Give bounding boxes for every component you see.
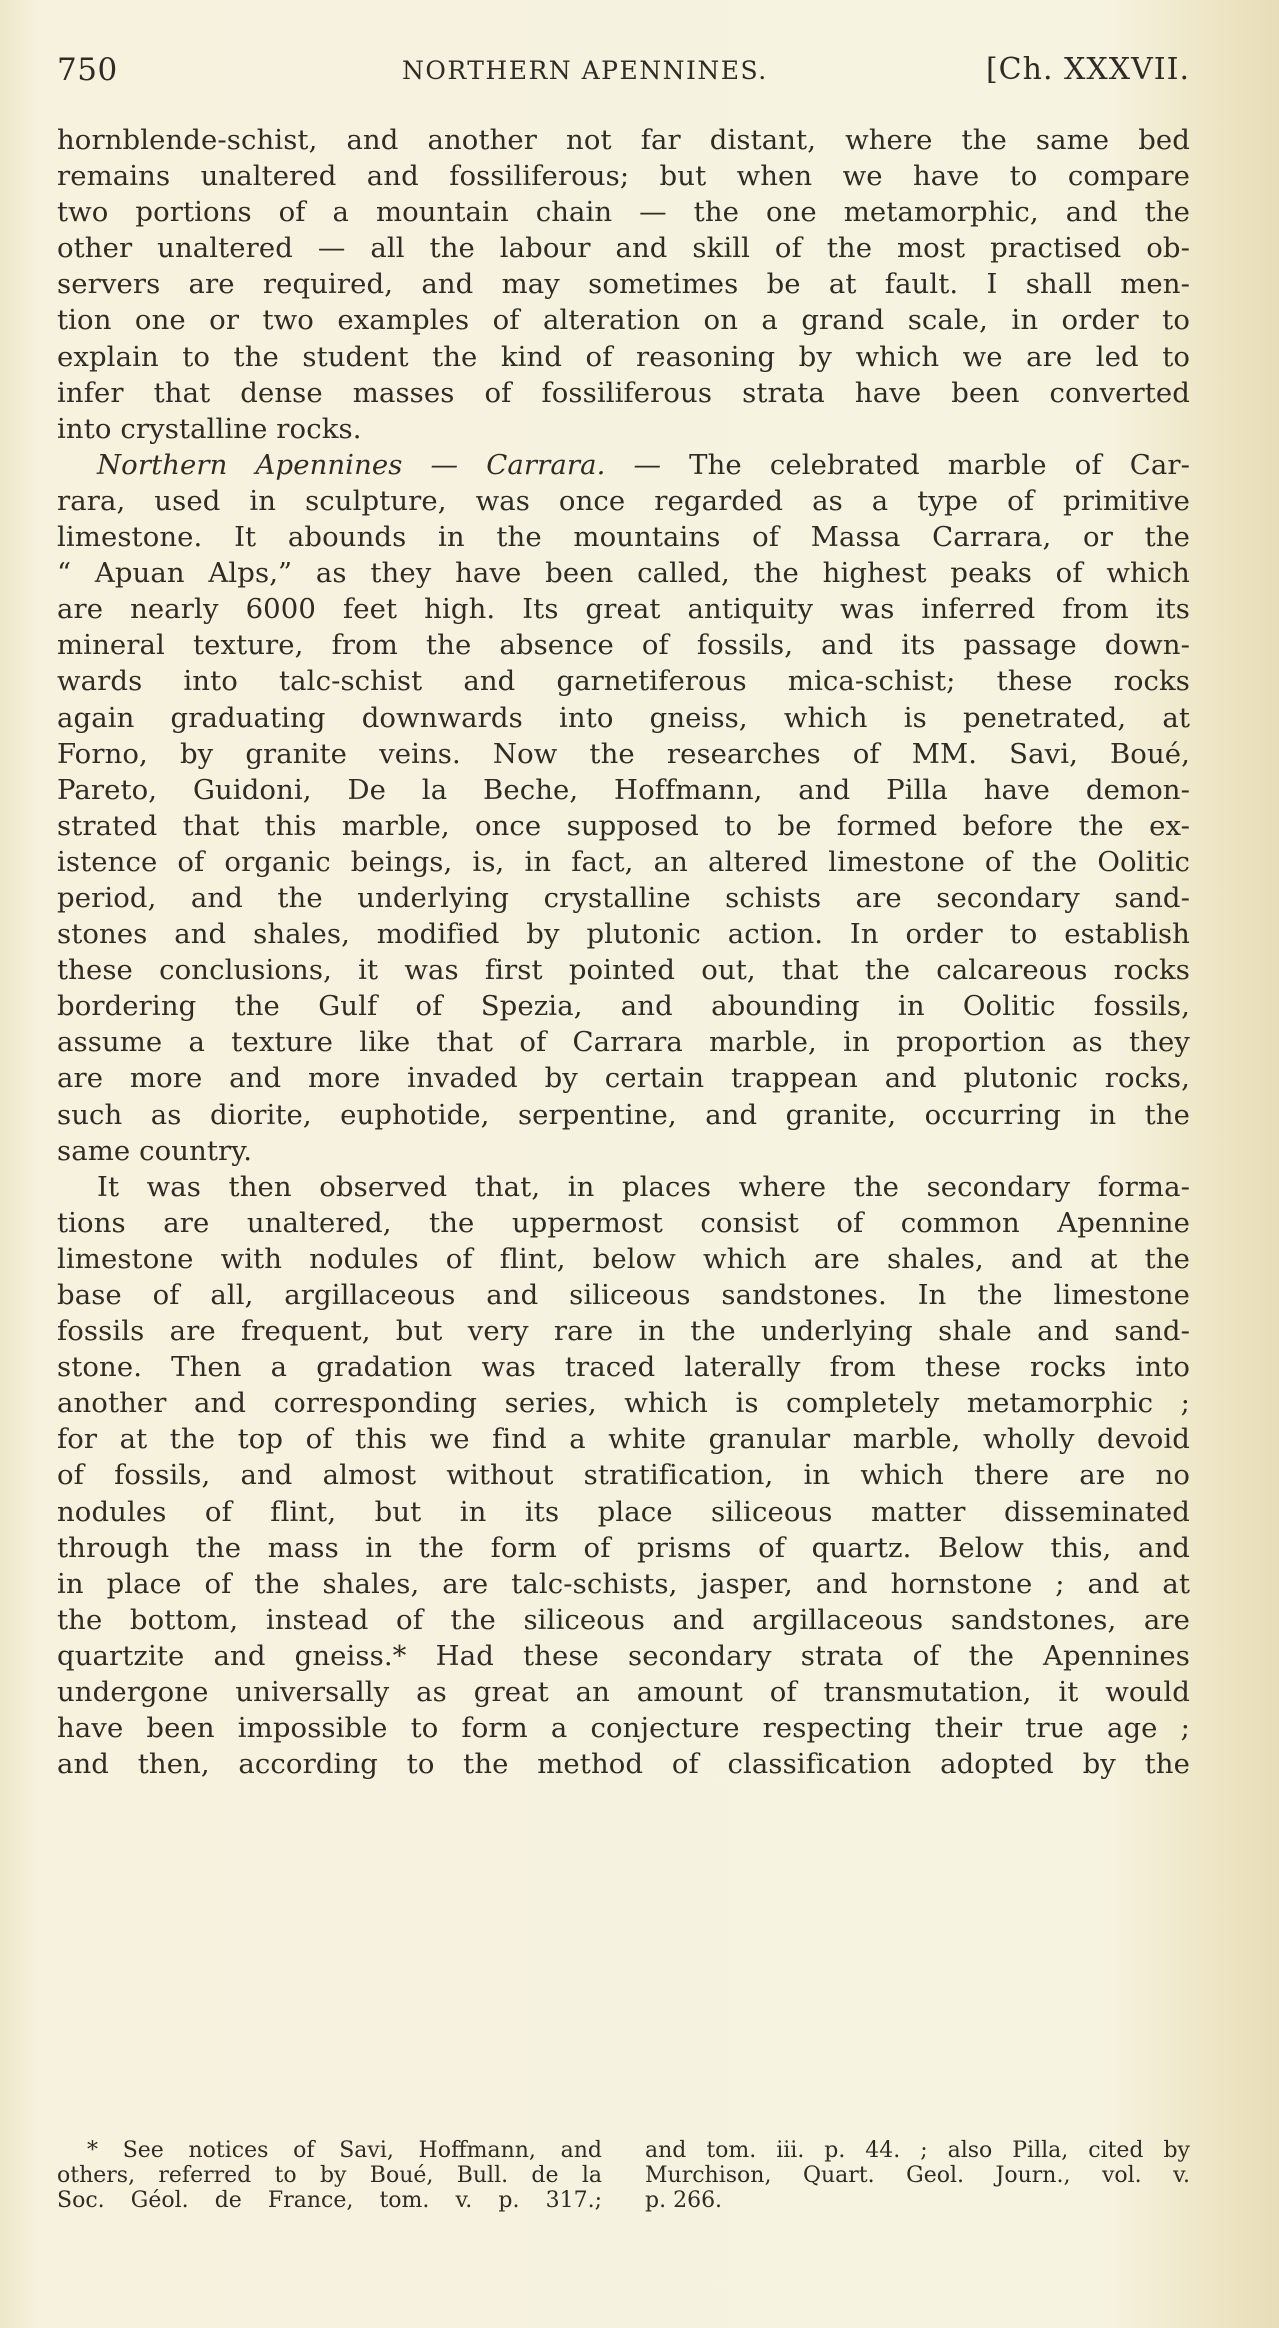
footnote-line: and tom. iii. p. 44. ; also Pilla, cited by — [645, 2138, 1190, 2163]
text-line: undergone universally as great an amount of transmutation, it would — [57, 1676, 1190, 1709]
text-line: bordering the Gulf of Spezia, and abounding in Oolitic fossils, — [57, 990, 1190, 1023]
text-line: another and corresponding series, which is completely metamorphic ; — [57, 1387, 1190, 1420]
text-line: limestone. It abounds in the mountains of Massa Carrara, or the — [57, 521, 1190, 554]
book-page — [57, 52, 1190, 1782]
footnote-line: others, referred to by Boué, Bull. de la — [57, 2163, 602, 2188]
text-line: are more and more invaded by certain trappean and plutonic rocks, — [57, 1062, 1190, 1095]
text-line: strated that this marble, once supposed to be formed before the ex- — [57, 809, 1190, 842]
text-line: quartzite and gneiss.* Had these secondary strata of the Apennines — [57, 1639, 1190, 1672]
footnote-column-left — [57, 2138, 602, 2213]
text-line: in place of the shales, are talc-schists, jasper, and hornstone ; and at — [57, 1567, 1190, 1600]
text-line: stones and shales, modified by plutonic action. In order to establish — [57, 918, 1190, 951]
text-line: the bottom, instead of the siliceous and argillaceous sandstones, are — [57, 1603, 1190, 1636]
section-first-line — [57, 447, 1190, 483]
text-line: nodules of flint, but in its place siliceous matter disseminated — [57, 1495, 1190, 1528]
text-line: two portions of a mountain chain — the one metamorphic, and the — [57, 196, 1190, 229]
text-line: have been impossible to form a conjecture respecting their true age ; — [57, 1712, 1190, 1745]
text-line: for at the top of this we find a white granular marble, wholly devoid — [57, 1423, 1190, 1456]
text-line: stone. Then a gradation was traced laterally from these rocks into — [57, 1351, 1190, 1384]
text-fragment: The celebrated marble of Car- — [689, 448, 1190, 481]
text-line: same country. — [57, 1134, 253, 1167]
text-line: It was then observed that, in places where the secondary forma- — [97, 1170, 1190, 1203]
text-line: mineral texture, from the absence of fossils, and its passage down- — [57, 629, 1190, 662]
text-line: period, and the underlying crystalline schists are secondary sand- — [57, 881, 1190, 914]
text-line: and then, according to the method of classification adopted by the — [57, 1748, 1190, 1781]
page-number: 750 — [57, 52, 118, 88]
text-line: these conclusions, it was first pointed out, that the calcareous rocks — [57, 954, 1190, 987]
text-line: tions are unaltered, the uppermost consist of common Apennine — [57, 1206, 1190, 1239]
text-line: assume a texture like that of Carrara marble, in proportion as they — [57, 1026, 1190, 1059]
text-line: such as diorite, euphotide, serpentine, and granite, occurring in the — [57, 1098, 1190, 1131]
section-heading: Northern Apennines — Carrara. — — [97, 448, 662, 481]
text-line: istence of organic beings, is, in fact, an altered limestone of the Oolitic — [57, 845, 1190, 878]
text-line: remains unaltered and fossiliferous; but when we have to compare — [57, 160, 1190, 193]
running-title: NORTHERN APENNINES. — [402, 56, 768, 85]
body-text — [57, 122, 1190, 1782]
text-line: wards into talc-schist and garnetiferous mica-schist; these rocks — [57, 665, 1190, 698]
footnote-line: Murchison, Quart. Geol. Journ., vol. v. — [645, 2163, 1190, 2188]
footnotes — [57, 2138, 1190, 2213]
text-line: tion one or two examples of alteration on a grand scale, in order to — [57, 304, 1190, 337]
text-line: rara, used in sculpture, was once regarded as a type of primitive — [57, 484, 1190, 517]
text-line: other unaltered — all the labour and skill of the most practised ob- — [57, 232, 1190, 265]
text-line: “ Apuan Alps,” as they have been called, the highest peaks of which — [57, 557, 1190, 590]
chapter-label: [Ch. XXXVII. — [985, 52, 1190, 87]
footnote-line: Soc. Géol. de France, tom. v. p. 317.; — [57, 2188, 602, 2213]
footnote-line: p. 266. — [645, 2188, 723, 2213]
text-line: servers are required, and may sometimes be at fault. I shall men- — [57, 268, 1190, 301]
footnote-column-right — [645, 2138, 1190, 2213]
text-line: limestone with nodules of flint, below which are shales, and at the — [57, 1242, 1190, 1275]
text-line: Forno, by granite veins. Now the researches of MM. Savi, Boué, — [57, 737, 1190, 770]
footnote-line: * See notices of Savi, Hoffmann, and — [87, 2138, 602, 2163]
text-line: Pareto, Guidoni, De la Beche, Hoffmann, and Pilla have demon- — [57, 773, 1190, 806]
text-line: are nearly 6000 feet high. Its great antiquity was inferred from its — [57, 593, 1190, 626]
running-header — [57, 52, 1190, 96]
text-line: hornblende-schist, and another not far distant, where the same bed — [57, 124, 1190, 156]
text-line: base of all, argillaceous and siliceous sandstones. In the limestone — [57, 1279, 1190, 1311]
text-line: explain to the student the kind of reasoning by which we are led to — [57, 340, 1190, 373]
text-line: through the mass in the form of prisms of quartz. Below this, and — [57, 1531, 1190, 1564]
text-line: of fossils, and almost without stratification, in which there are no — [57, 1459, 1190, 1492]
text-line: infer that dense masses of fossiliferous strata have been converted — [57, 376, 1190, 409]
text-line: fossils are frequent, but very rare in the underlying shale and sand- — [57, 1315, 1190, 1348]
text-line: into crystalline rocks. — [57, 412, 362, 445]
text-line: again graduating downwards into gneiss, which is penetrated, at — [57, 701, 1190, 734]
